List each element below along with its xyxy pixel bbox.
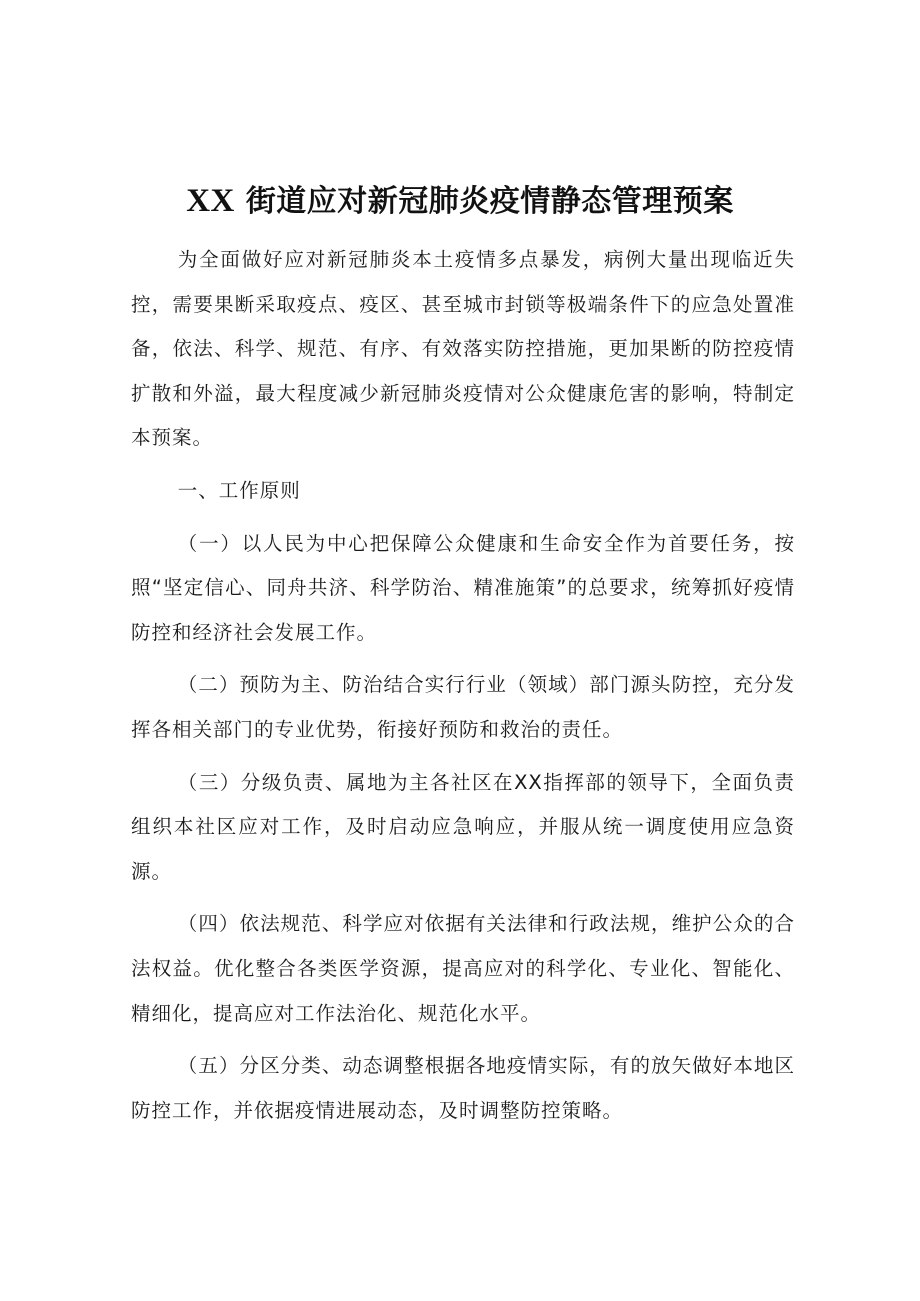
principle-paragraph-3: （三）分级负责、属地为主各社区在XX指挥部的领导下，全面负责组织本社区应对工作，及时启动应急响应，并服从统一调度使用应急资源。 bbox=[131, 770, 795, 883]
principle-paragraph-1: （一）以人民为中心把保障公众健康和生命安全作为首要任务，按照“坚定信心、同舟共济、科学防治、精准施策”的总要求，统筹抓好疫情防控和经济社会发展工作。 bbox=[131, 531, 795, 644]
section-heading: 一、工作原则 bbox=[177, 478, 301, 502]
title-prefix: XX bbox=[186, 183, 235, 219]
title-text: 街道应对新冠肺炎疫情静态管理预案 bbox=[245, 184, 734, 219]
principle-paragraph-2: （二）预防为主、防治结合实行行业（领域）部门源头防控，充分发挥各相关部门的专业优势，衔接好预防和救治的责任。 bbox=[131, 673, 795, 741]
document-body bbox=[131, 238, 795, 1141]
intro-paragraph: 为全面做好应对新冠肺炎本土疫情多点暴发，病例大量出现临近失控，需要果断采取疫点、疫区、甚至城市封锁等极端条件下的应急处置准备，依法、科学、规范、有序、有效落实防控措施，更加果断的防控疫情扩散和外溢，最大程度减少新冠肺炎疫情对公众健康危害的影响，特制定本预案。 bbox=[131, 248, 795, 450]
principle-paragraph-5: （五）分区分类、动态调整根据各地疫情实际，有的放矢做好本地区防控工作，并依据疫情进展动态，及时调整防控策略。 bbox=[131, 1054, 795, 1122]
principle-paragraph-4: （四）依法规范、科学应对依据有关法律和行政法规，维护公众的合法权益。优化整合各类医学资源，提高应对的科学化、专业化、智能化、精细化，提高应对工作法治化、规范化水平。 bbox=[131, 912, 795, 1025]
document-title bbox=[0, 176, 920, 227]
